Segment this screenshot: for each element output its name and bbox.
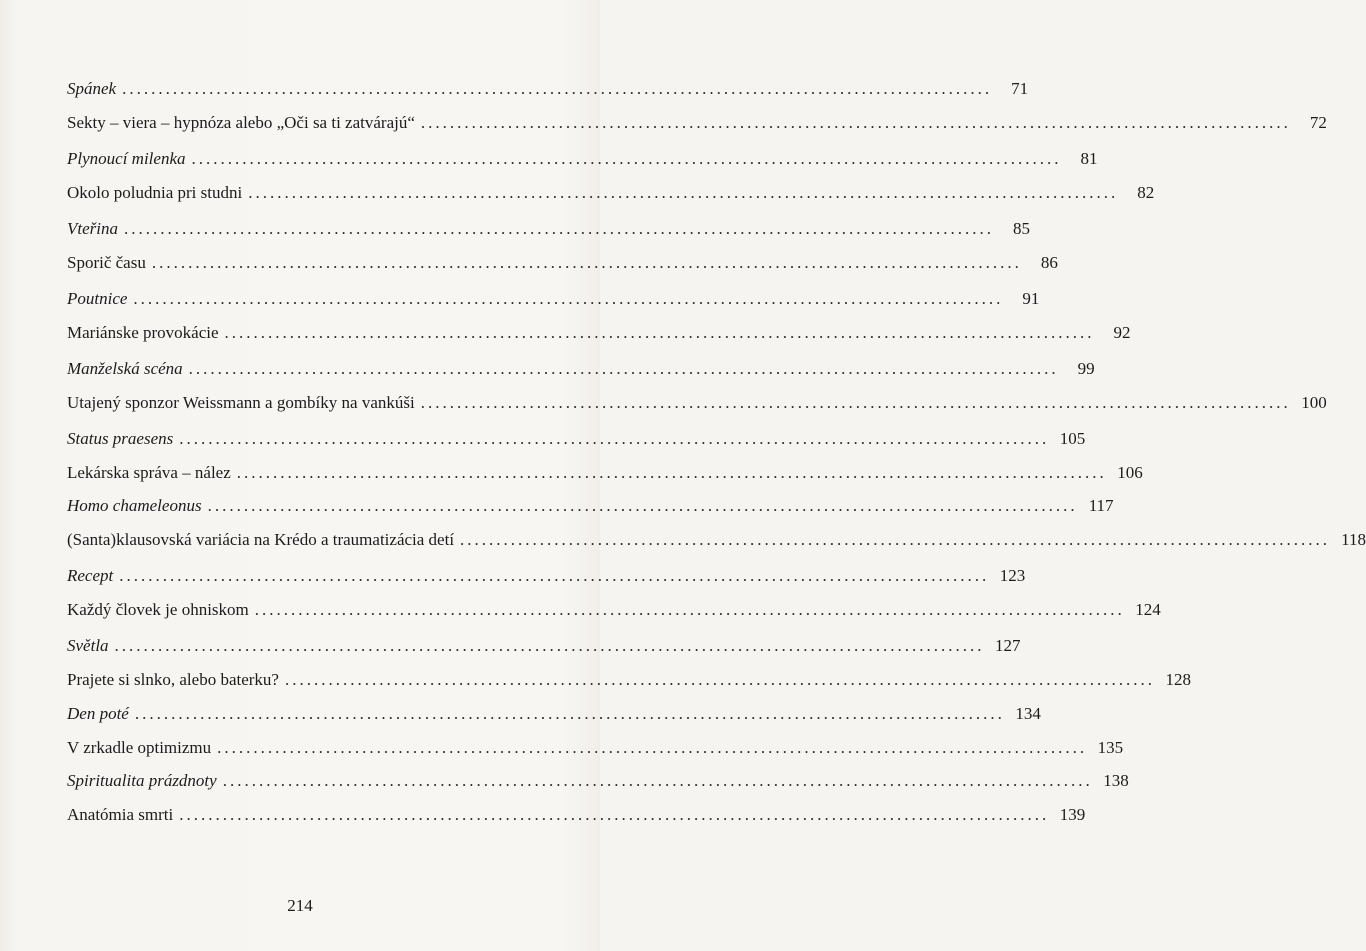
dot-leader: ........................................................................................................................ bbox=[179, 429, 1050, 448]
toc-entry-title: Každý človek je ohniskom bbox=[67, 600, 249, 619]
toc-group bbox=[67, 282, 1131, 350]
toc-entry-page: 124 bbox=[1135, 600, 1161, 619]
toc-entry bbox=[67, 176, 1155, 210]
toc-entry-title: Manželská scéna bbox=[67, 359, 183, 378]
toc-entry-title: Sekty – viera – hypnóza alebo „Oči sa ti zatvárajú“ bbox=[67, 113, 415, 132]
toc-entry-page: 100 bbox=[1301, 393, 1327, 412]
dot-leader: ........................................................................................................................ bbox=[224, 323, 1095, 342]
toc-group bbox=[67, 764, 1129, 832]
toc-entry-page: 86 bbox=[1040, 253, 1058, 272]
dot-leader: ........................................................................................................................ bbox=[217, 738, 1088, 757]
toc-entry-page: 135 bbox=[1097, 738, 1124, 757]
toc-group bbox=[67, 559, 1161, 627]
toc-entry-title: Poutnice bbox=[67, 289, 128, 308]
toc-group bbox=[67, 72, 1327, 140]
dot-leader: ........................................................................................................................ bbox=[420, 393, 1291, 412]
toc-entry bbox=[67, 798, 1086, 832]
toc-entry bbox=[67, 489, 1114, 523]
toc-entry-title: Plynoucí milenka bbox=[67, 149, 186, 168]
toc-entry-title: Spánek bbox=[67, 79, 117, 98]
toc-entry bbox=[67, 456, 1143, 490]
toc-entry-page: 127 bbox=[995, 636, 1021, 655]
dot-leader: ........................................................................................................................ bbox=[254, 600, 1125, 619]
toc-entry-title: Homo chameleonus bbox=[67, 496, 202, 515]
toc-group bbox=[67, 697, 1124, 765]
toc-entry-title: Recept bbox=[67, 566, 114, 585]
toc-entry bbox=[67, 352, 1095, 386]
toc-entry-page: 123 bbox=[999, 566, 1026, 585]
toc-entry bbox=[67, 593, 1161, 627]
toc-entry-title: Sporič času bbox=[67, 253, 146, 272]
toc-group bbox=[67, 142, 1155, 210]
page-number: 214 bbox=[287, 896, 313, 915]
dot-leader: ........................................................................................................................ bbox=[222, 771, 1093, 790]
toc-entry bbox=[67, 663, 1191, 697]
toc-entry-page: 72 bbox=[1309, 113, 1327, 132]
toc-entry-title: Utajený sponzor Weissmann a gombíky na vankúši bbox=[67, 393, 415, 412]
toc-entry bbox=[67, 697, 1041, 731]
dot-leader: ........................................................................................................................ bbox=[114, 636, 985, 655]
toc-group bbox=[67, 352, 1327, 420]
toc-entry bbox=[67, 316, 1131, 350]
toc-entry bbox=[67, 142, 1098, 176]
dot-leader: ........................................................................................................................ bbox=[188, 359, 1059, 378]
toc-group bbox=[67, 629, 1191, 697]
dot-leader: ........................................................................................................................ bbox=[191, 149, 1062, 168]
dot-leader: ........................................................................................................................ bbox=[133, 289, 1004, 308]
toc-group bbox=[67, 489, 1366, 557]
dot-leader: ........................................................................................................................ bbox=[248, 183, 1119, 202]
dot-leader: ........................................................................................................................ bbox=[420, 113, 1291, 132]
toc-entry-page: 128 bbox=[1165, 670, 1191, 689]
toc-entry-title: Anatómia smrti bbox=[67, 805, 174, 824]
toc-entry bbox=[67, 72, 1029, 106]
toc-entry-title: (Santa)klausovská variácia na Krédo a traumatizácia detí bbox=[67, 530, 455, 549]
dot-leader: ........................................................................................................................ bbox=[207, 496, 1078, 515]
toc-entry bbox=[67, 246, 1058, 280]
toc-entry-page: 134 bbox=[1015, 704, 1041, 723]
dot-leader: ........................................................................................................................ bbox=[134, 704, 1005, 723]
toc-entry bbox=[67, 559, 1026, 593]
dot-leader: ........................................................................................................................ bbox=[124, 219, 994, 238]
dot-leader: ........................................................................................................................ bbox=[119, 566, 990, 585]
toc-entry bbox=[67, 764, 1129, 798]
toc-entry bbox=[67, 731, 1124, 765]
toc-entry bbox=[67, 212, 1030, 246]
toc-entry-title: Den poté bbox=[67, 704, 129, 723]
toc-entry-page: 99 bbox=[1077, 359, 1095, 378]
toc-entry-title: Spiritualita prázdnoty bbox=[67, 771, 217, 790]
toc-entry-title: Lekárska správa – nález bbox=[67, 463, 231, 482]
toc-entry bbox=[67, 629, 1021, 663]
toc-entry-page: 139 bbox=[1059, 805, 1086, 824]
toc-entry-page: 71 bbox=[1011, 79, 1029, 98]
dot-leader: ........................................................................................................................ bbox=[179, 805, 1050, 824]
toc-entry-page: 118 bbox=[1341, 530, 1366, 549]
toc-entry-page: 81 bbox=[1080, 149, 1098, 168]
toc-entry-title: Světla bbox=[67, 636, 109, 655]
toc-entry-title: V zrkadle optimizmu bbox=[67, 738, 212, 757]
toc-entry-title: Status praesens bbox=[67, 429, 174, 448]
dot-leader: ........................................................................................................................ bbox=[284, 670, 1155, 689]
toc-entry-page: 105 bbox=[1059, 429, 1086, 448]
toc-entry-title: Vteřina bbox=[67, 219, 118, 238]
toc-group bbox=[67, 422, 1143, 490]
toc-entry bbox=[67, 386, 1327, 420]
dot-leader: ........................................................................................................................ bbox=[236, 463, 1107, 482]
toc-entry-page: 138 bbox=[1103, 771, 1129, 790]
toc-entry bbox=[67, 106, 1327, 140]
toc-entry bbox=[67, 282, 1040, 316]
toc-entry bbox=[67, 422, 1086, 456]
toc-entry-page: 92 bbox=[1113, 323, 1131, 342]
toc-entry bbox=[67, 523, 1366, 557]
dot-leader: ........................................................................................................................ bbox=[151, 253, 1022, 272]
toc-entry-page: 106 bbox=[1117, 463, 1143, 482]
toc-entry-title: Prajete si slnko, alebo baterku? bbox=[67, 670, 279, 689]
toc-entry-page: 91 bbox=[1022, 289, 1040, 308]
dot-leader: ........................................................................................................................ bbox=[122, 79, 993, 98]
toc-group bbox=[67, 212, 1058, 280]
toc-entry-page: 117 bbox=[1088, 496, 1114, 515]
toc-entry-title: Mariánske provokácie bbox=[67, 323, 219, 342]
toc-entry-page: 85 bbox=[1013, 219, 1030, 238]
toc-entry-title: Okolo poludnia pri studni bbox=[67, 183, 243, 202]
toc-entry-page: 82 bbox=[1137, 183, 1155, 202]
dot-leader: ........................................................................................................................ bbox=[460, 530, 1331, 549]
